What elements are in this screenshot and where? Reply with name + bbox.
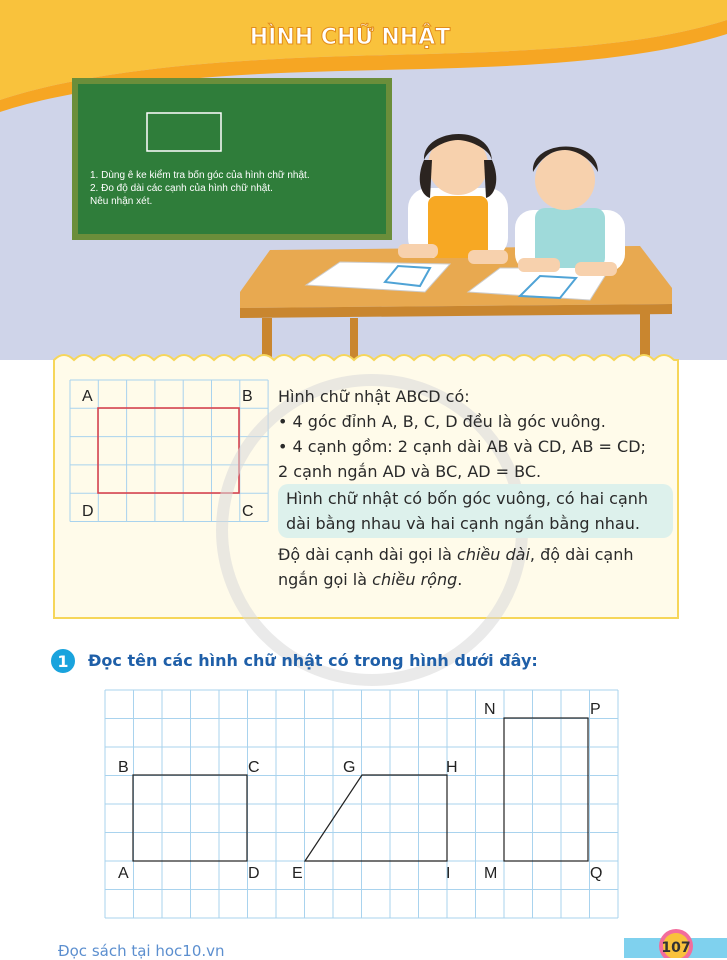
page-number: 107 xyxy=(661,940,691,956)
label-m: M xyxy=(484,865,498,882)
term-length: chiều dài xyxy=(457,545,530,564)
rectangle-mnpq xyxy=(504,718,588,861)
info-bullet-sides: • 4 cạnh gồm: 2 cạnh dài AB và CD, AB = CD; xyxy=(278,437,646,456)
label-b: B xyxy=(118,759,129,776)
vertex-label-c: C xyxy=(242,503,254,520)
rectangle-definition-note: Hình chữ nhật có bốn góc vuông, có hai cạnh dài bằng nhau và hai cạnh ngắn bằng nhau. xyxy=(278,484,673,538)
exercise-grid xyxy=(105,690,618,918)
term-width: chiều rộng xyxy=(372,570,458,589)
desk-leg xyxy=(350,318,358,360)
length-width-definition xyxy=(278,542,673,592)
chalkboard xyxy=(78,84,386,234)
desk-leg xyxy=(262,318,272,360)
info-heading: Hình chữ nhật ABCD có: xyxy=(278,387,470,406)
vertex-label-a: A xyxy=(82,388,93,405)
label-a: A xyxy=(118,865,129,882)
def-part1: Độ dài cạnh dài gọi là xyxy=(278,545,458,564)
label-d: D xyxy=(248,865,260,882)
trapezoid-eghi xyxy=(305,775,447,861)
label-n: N xyxy=(484,701,496,718)
def-part2: , độ dài cạnh ngắn gọi là xyxy=(278,545,634,589)
desk-leg xyxy=(640,314,650,360)
page-title: HÌNH CHỮ NHẬT xyxy=(249,25,451,50)
info-bullet-angles: • 4 góc đỉnh A, B, C, D đều là góc vuông. xyxy=(278,412,606,431)
board-instruction-3: Nêu nhận xét. xyxy=(90,196,153,207)
label-h: H xyxy=(446,759,458,776)
vertex-label-d: D xyxy=(82,503,94,520)
board-instruction-1: 1. Dùng ê ke kiểm tra bốn góc của hình chữ nhật. xyxy=(90,170,310,181)
info-bullet-sides-cont: 2 cạnh ngắn AD và BC, AD = BC. xyxy=(278,462,542,481)
label-g: G xyxy=(343,759,356,776)
vertex-label-b: B xyxy=(242,388,253,405)
label-p: P xyxy=(590,701,601,718)
label-q: Q xyxy=(590,865,603,882)
label-e: E xyxy=(292,865,303,882)
exercise-number: 1 xyxy=(57,652,69,671)
label-i: I xyxy=(446,865,451,882)
footer-link[interactable]: Đọc sách tại hoc10.vn xyxy=(58,942,225,960)
board-instruction-2: 2. Đo độ dài các cạnh của hình chữ nhật. xyxy=(90,183,273,194)
rectangle-properties-text xyxy=(278,384,673,592)
exercise-title: Đọc tên các hình chữ nhật có trong hình dưới đây: xyxy=(88,651,538,670)
label-c: C xyxy=(248,759,260,776)
def-part3: . xyxy=(457,570,463,589)
